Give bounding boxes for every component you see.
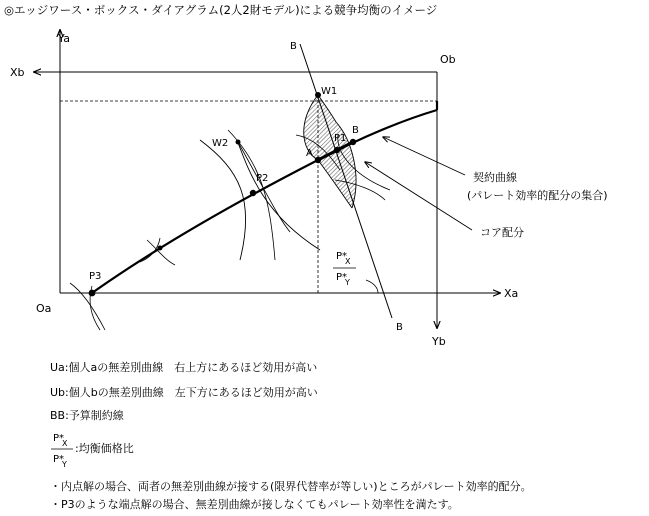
xb-axis-label: Xb (10, 66, 25, 79)
ua-near-p3 (70, 283, 105, 330)
note-2: ・P3のような端点解の場合、無差別曲線が接しなくてもパレート効率性を満たす。 (50, 498, 459, 511)
core-label: コア配分 (480, 226, 524, 239)
contract-curve-arrow (383, 137, 465, 175)
b-bottom-label: B (396, 322, 403, 333)
a-label: A (306, 148, 313, 159)
legend-ratio-num-sub: X (62, 439, 68, 448)
price-ratio-den-sub: Y (345, 278, 350, 287)
legend-bb: BB:予算制約線 (50, 409, 124, 422)
legend-ratio-den-sub: Y (62, 460, 67, 469)
xa-axis-label: Xa (504, 287, 519, 300)
angle-arc (366, 280, 378, 293)
p2-point (250, 190, 256, 196)
legend-price-ratio (51, 433, 134, 469)
w1-label: W1 (321, 86, 338, 97)
contract-curve-label: 契約曲線 (473, 171, 517, 184)
legend-ratio-label: :均衡価格比 (75, 442, 134, 455)
p3-label: P3 (89, 271, 102, 282)
b-top-label: B (290, 41, 297, 52)
origin-a-label: Oa (36, 302, 52, 315)
b-right-label: B (352, 125, 359, 136)
price-ratio-den: P* (336, 272, 348, 283)
origin-b-label: Ob (440, 53, 456, 66)
core-arrow (365, 162, 472, 230)
contract-curve-sub-label: (パレート効率的配分の集合) (467, 189, 608, 202)
p3-point (89, 290, 96, 297)
w2-point (236, 140, 241, 145)
price-ratio-num-sub: X (345, 257, 351, 266)
p1-label: P1 (334, 133, 347, 144)
legend-ub: Ub:個人bの無差別曲線 左下方にあるほど効用が高い (50, 386, 318, 399)
legend-ua: Ua:個人aの無差別曲線 右上方にあるほど効用が高い (50, 361, 318, 374)
p2-label: P2 (256, 173, 269, 184)
w2-label: W2 (212, 138, 229, 149)
ya-axis-label: Ya (58, 32, 70, 45)
note-1: ・内点解の場合、両者の無差別曲線が接する(限界代替率が等しい)ところがパレート効率的配分。 (50, 480, 532, 493)
price-ratio-plot (333, 251, 356, 287)
contract-curve (92, 110, 437, 293)
mid-point (158, 246, 163, 251)
figure-title: ◎エッジワース・ボックス・ダイアグラム(2人2財モデル)による競争均衡のイメージ (4, 3, 438, 17)
legend-ratio-num: P* (53, 433, 65, 444)
yb-axis-label: Yb (432, 335, 446, 348)
ua-near-p2 (200, 140, 246, 260)
legend-ratio-den: P* (53, 454, 65, 465)
price-ratio-num: P* (336, 251, 348, 262)
